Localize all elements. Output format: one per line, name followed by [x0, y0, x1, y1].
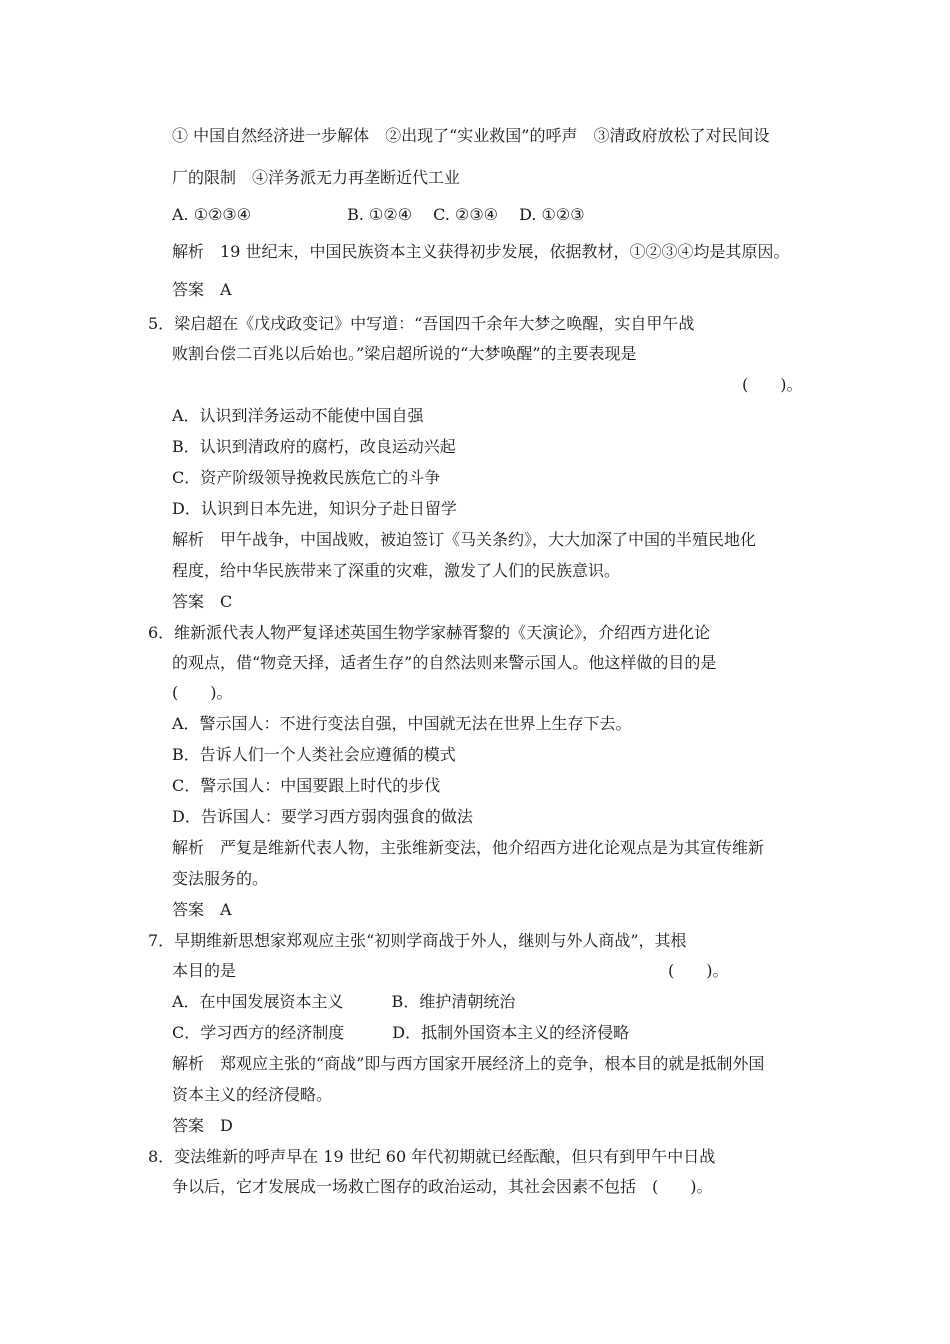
q7-options-cd: C．学习西方的经济制度 D．抵制外国资本主义的经济侵略	[172, 1023, 630, 1042]
q6-analysis-line1: 解析 严复是维新代表人物，主张维新变法，他介绍西方进化论观点是为其宣传维新	[172, 838, 765, 857]
q6-option-a: A．警示国人：不进行变法自强，中国就无法在世界上生存下去。	[172, 714, 632, 733]
q6-answer: 答案 A	[172, 900, 232, 919]
q6-stem-line2: 的观点，借“物竞天择，适者生存”的自然法则来警示国人。他这样做的目的是	[172, 653, 717, 672]
q4-statement-line2: 厂的限制 ④洋务派无力再垄断近代工业	[172, 168, 461, 187]
q4-statement-line1: ① 中国自然经济进一步解体 ②出现了“实业救国”的呼声 ③清政府放松了对民间设	[172, 126, 770, 145]
q5-option-a: A．认识到洋务运动不能使中国自强	[172, 406, 424, 425]
q5-answer-blank: ( )。	[742, 375, 803, 394]
q6-stem-line1: 6．维新派代表人物严复译述英国生物学家赫胥黎的《天演论》，介绍西方进化论	[148, 623, 711, 642]
q7-analysis-line2: 资本主义的经济侵略。	[172, 1085, 333, 1104]
q6-analysis-line2: 变法服务的。	[172, 869, 269, 888]
q7-options-ab: A．在中国发展资本主义 B．维护清朝统治	[172, 992, 516, 1011]
q6-option-b: B．告诉人们一个人类社会应遵循的模式	[172, 745, 456, 764]
q8-stem-line1: 8．变法维新的呼声早在 19 世纪 60 年代初期就已经酝酿，但只有到甲午中日战	[148, 1147, 716, 1166]
q5-analysis-line1: 解析 甲午战争，中国战败，被迫签订《马关条约》，大大加深了中国的半殖民地化	[172, 530, 757, 549]
q5-answer: 答案 C	[172, 592, 233, 611]
q7-stem-line1: 7．早期维新思想家郑观应主张“初则学商战于外人，继则与外人商战”，其根	[148, 931, 687, 950]
q5-stem-line2: 败割台偿二百兆以后始也。”梁启超所说的“大梦唤醒”的主要表现是	[172, 344, 637, 363]
q4-analysis: 解析 19 世纪末，中国民族资本主义获得初步发展，依据教材，①②③④均是其原因。	[172, 242, 790, 261]
q6-option-c: C．警示国人：中国要跟上时代的步伐	[172, 776, 441, 795]
q4-options: A. ①②③④ B. ①②④ C. ②③④ D. ①②③	[172, 205, 585, 224]
q5-option-d: D．认识到日本先进，知识分子赴日留学	[172, 499, 457, 518]
q7-stem-line2: 本目的是	[172, 961, 237, 980]
q5-option-b: B．认识到清政府的腐朽，改良运动兴起	[172, 437, 456, 456]
q5-option-c: C．资产阶级领导挽救民族危亡的斗争	[172, 468, 441, 487]
q6-answer-blank: ( )。	[172, 683, 233, 702]
q7-analysis-line1: 解析 郑观应主张的“商战”即与西方国家开展经济上的竞争，根本目的就是抵制外国	[172, 1054, 765, 1073]
q6-option-d: D．告诉国人：要学习西方弱肉强食的做法	[172, 807, 473, 826]
q5-stem-line1: 5．梁启超在《戊戌政变记》中写道：“吾国四千余年大梦之唤醒，实自甲午战	[148, 314, 695, 333]
q8-stem-line2: 争以后，它才发展成一场救亡图存的政治运动，其社会因素不包括 ( )。	[172, 1177, 713, 1196]
q4-answer: 答案 A	[172, 280, 232, 299]
q5-analysis-line2: 程度，给中华民族带来了深重的灾难，激发了人们的民族意识。	[172, 561, 621, 580]
q7-answer-blank: ( )。	[668, 961, 729, 980]
q7-answer: 答案 D	[172, 1116, 233, 1135]
